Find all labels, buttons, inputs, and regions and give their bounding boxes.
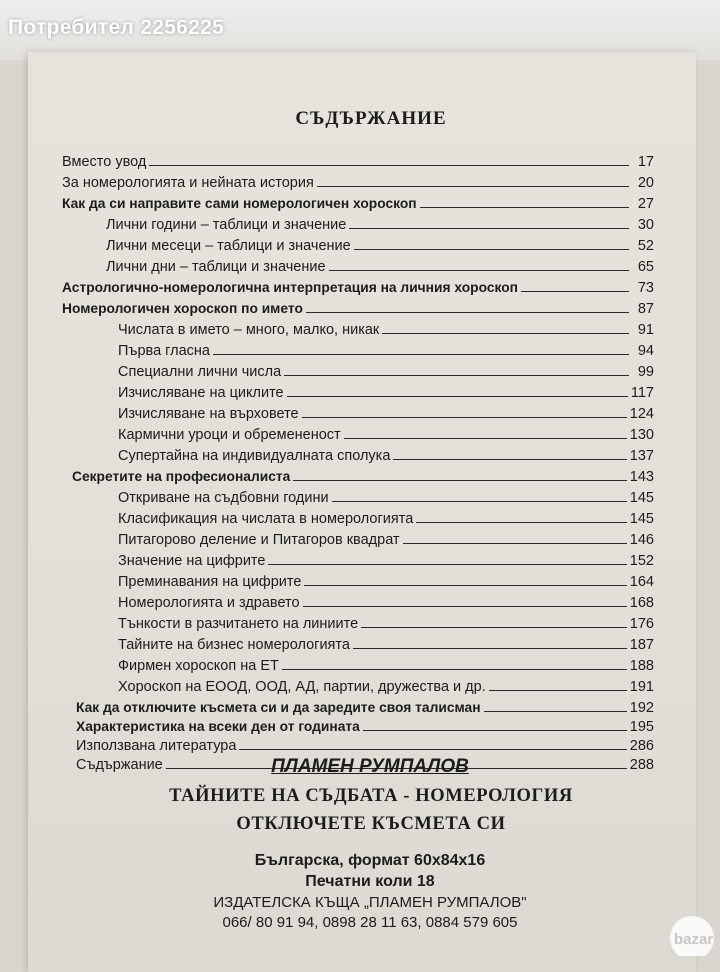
leader-dots bbox=[329, 259, 629, 271]
leader-dots bbox=[484, 700, 627, 712]
site-logo-icon bbox=[662, 912, 720, 956]
toc-entry bbox=[76, 717, 654, 737]
toc-entry-text: Номерологичен хороскоп по името bbox=[62, 301, 303, 316]
toc-entry-page: 191 bbox=[629, 679, 654, 695]
toc-entry-text: Специални лични числа bbox=[118, 364, 282, 380]
toc-entry-text: Как да отключите късмета си и да заредите своя талисман bbox=[76, 700, 481, 715]
toc-entry-page: 99 bbox=[637, 364, 654, 380]
toc-entry bbox=[118, 530, 654, 550]
leader-dots bbox=[332, 490, 627, 502]
toc-entry-page: 124 bbox=[629, 406, 654, 422]
toc-entry bbox=[118, 551, 654, 571]
book-title-line2: ОТКЛЮЧЕТЕ КЪСМЕТА СИ bbox=[236, 814, 506, 834]
leader-dots bbox=[303, 595, 627, 607]
toc-entry bbox=[118, 446, 654, 466]
toc-entry-text: Класификация на числата в номерологията bbox=[118, 511, 414, 527]
toc-entry-text: Кармични уроци и обремененост bbox=[118, 427, 341, 443]
toc-entry-page: 188 bbox=[629, 658, 654, 674]
toc-entry-page: 176 bbox=[629, 616, 654, 632]
toc-entry bbox=[62, 194, 654, 214]
toc-entry-page: 192 bbox=[629, 700, 654, 716]
leader-dots bbox=[268, 553, 626, 565]
toc-entry-text: Супертайна на индивидуалната сполука bbox=[118, 448, 391, 464]
toc-entry-text: Астрологично-номерологична интерпретация на личния хороскоп bbox=[62, 280, 518, 295]
toc-title: СЪДЪРЖАНИЕ bbox=[295, 108, 447, 129]
leader-dots bbox=[363, 719, 627, 731]
leader-dots bbox=[213, 343, 629, 355]
toc-entry-text: Значение на цифрите bbox=[118, 553, 266, 569]
leader-dots bbox=[306, 301, 629, 313]
toc-entry-page: 168 bbox=[629, 595, 654, 611]
toc-entry-text: За номерологията и нейната история bbox=[62, 175, 314, 191]
toc-entry bbox=[62, 152, 654, 172]
leader-dots bbox=[344, 427, 627, 439]
toc-entry bbox=[76, 736, 654, 756]
toc-entry-page: 187 bbox=[629, 637, 654, 653]
toc-entry-page: 152 bbox=[629, 553, 654, 569]
toc-entry bbox=[76, 698, 654, 718]
toc-entry-page: 87 bbox=[637, 301, 654, 317]
toc-entry-text: Характеристика на всеки ден от годината bbox=[76, 719, 360, 734]
toc-entry-page: 286 bbox=[629, 738, 654, 754]
toc-entry-page: 288 bbox=[629, 757, 654, 773]
toc-entry-text: Лични дни – таблици и значение bbox=[106, 259, 326, 275]
book-author: ПЛАМЕН РУМПАЛОВ bbox=[271, 756, 469, 777]
toc-entry-page: 164 bbox=[629, 574, 654, 590]
user-watermark: Потребител 2256225 bbox=[8, 16, 225, 39]
toc-entry-text: Секретите на професионалиста bbox=[72, 469, 291, 484]
toc-entry bbox=[118, 593, 654, 613]
toc-entry bbox=[118, 509, 654, 529]
toc-entry-page: 117 bbox=[630, 385, 654, 401]
logo-text: bazar bbox=[674, 931, 714, 948]
toc-entry bbox=[118, 425, 654, 445]
toc-entry-text: Преминавания на цифрите bbox=[118, 574, 302, 590]
book-format: Българска, формат 60х84х16 bbox=[254, 852, 486, 869]
toc-entry-page: 52 bbox=[637, 238, 654, 254]
toc-entry bbox=[118, 635, 654, 655]
toc-entry bbox=[118, 488, 654, 508]
toc-entry-text: Тънкости в разчитането на линиите bbox=[118, 616, 359, 632]
toc-entry-text: Хороскоп на ЕООД, ООД, АД, партии, дружества и др. bbox=[118, 679, 486, 695]
toc-entry-page: 145 bbox=[629, 511, 654, 527]
toc-entry-text: Съдържание bbox=[76, 757, 163, 773]
leader-dots bbox=[302, 406, 627, 418]
toc-entry bbox=[118, 572, 654, 592]
leader-dots bbox=[293, 469, 626, 481]
toc-entry bbox=[62, 278, 654, 298]
leader-dots bbox=[317, 175, 629, 187]
publisher-phones: 066/ 80 91 94, 0898 28 11 63, 0884 579 605 bbox=[222, 914, 518, 931]
toc-entry-page: 91 bbox=[637, 322, 654, 338]
toc-entry-text: Фирмен хороскоп на ЕТ bbox=[118, 658, 279, 674]
leader-dots bbox=[489, 679, 627, 691]
leader-dots bbox=[287, 385, 628, 397]
toc-entry-page: 73 bbox=[637, 280, 654, 296]
leader-dots bbox=[282, 658, 627, 670]
toc-entry-page: 146 bbox=[629, 532, 654, 548]
toc-entry-text: Откриване на съдбовни години bbox=[118, 490, 329, 506]
leader-dots bbox=[361, 616, 627, 628]
toc-entry-page: 20 bbox=[637, 175, 654, 191]
toc-entry-page: 145 bbox=[629, 490, 654, 506]
toc-entry-text: Лични години – таблици и значение bbox=[106, 217, 347, 233]
toc-entry-text: Питагорово деление и Питагоров квадрат bbox=[118, 532, 400, 548]
toc-entry bbox=[118, 656, 654, 676]
print-sheets: Печатни коли 18 bbox=[305, 873, 435, 890]
book-title-line1: ТАЙНИТЕ НА СЪДБАТА - НОМЕРОЛОГИЯ bbox=[169, 786, 573, 806]
toc-entry-page: 195 bbox=[629, 719, 654, 735]
leader-dots bbox=[284, 364, 629, 376]
publisher-name: ИЗДАТЕЛСКА КЪЩА „ПЛАМЕН РУМПАЛОВ" bbox=[213, 894, 527, 911]
toc-entry-text: Как да си направите сами номерологичен хороскоп bbox=[62, 196, 417, 211]
toc-entry-page: 137 bbox=[629, 448, 654, 464]
toc-entry-text: Използвана литература bbox=[76, 738, 237, 754]
leader-dots bbox=[304, 574, 626, 586]
toc-entry-text: Номерологията и здравето bbox=[118, 595, 300, 611]
toc-entry bbox=[118, 362, 654, 382]
toc-entry-page: 27 bbox=[637, 196, 654, 212]
toc-entry bbox=[118, 341, 654, 361]
leader-dots bbox=[521, 280, 629, 292]
toc-entry bbox=[106, 257, 654, 277]
leader-dots bbox=[353, 637, 627, 649]
leader-dots bbox=[382, 322, 629, 334]
toc-entry-page: 143 bbox=[629, 469, 654, 485]
toc-entry bbox=[118, 383, 654, 403]
toc-entry bbox=[72, 467, 654, 487]
toc-entry-page: 30 bbox=[637, 217, 654, 233]
toc-entry-page: 130 bbox=[629, 427, 654, 443]
toc-entry-page: 17 bbox=[637, 154, 654, 170]
toc-entry-text: Лични месеци – таблици и значение bbox=[106, 238, 351, 254]
toc-entry-text: Изчисляване на циклите bbox=[118, 385, 284, 401]
toc-entry bbox=[106, 236, 654, 256]
toc-entry-text: Вместо увод bbox=[62, 154, 147, 170]
toc-entry-text: Тайните на бизнес номерологията bbox=[118, 637, 350, 653]
toc-entry-page: 94 bbox=[637, 343, 654, 359]
leader-dots bbox=[420, 196, 629, 208]
toc-entry bbox=[62, 299, 654, 319]
leader-dots bbox=[149, 154, 629, 166]
leader-dots bbox=[349, 217, 629, 229]
leader-dots bbox=[354, 238, 629, 250]
toc-entry-text: Числата в името – много, малко, никак bbox=[118, 322, 380, 338]
toc-entry bbox=[118, 404, 654, 424]
leader-dots bbox=[393, 448, 626, 460]
leader-dots bbox=[239, 738, 626, 750]
toc-entry bbox=[106, 215, 654, 235]
toc-entry-text: Изчисляване на върховете bbox=[118, 406, 299, 422]
leader-dots bbox=[403, 532, 627, 544]
toc-entry bbox=[118, 677, 654, 697]
toc-entry-page: 65 bbox=[637, 259, 654, 275]
toc-entry bbox=[118, 320, 654, 340]
toc-entry bbox=[62, 173, 654, 193]
leader-dots bbox=[416, 511, 627, 523]
toc-entry bbox=[118, 614, 654, 634]
toc-entry-text: Първа гласна bbox=[118, 343, 210, 359]
